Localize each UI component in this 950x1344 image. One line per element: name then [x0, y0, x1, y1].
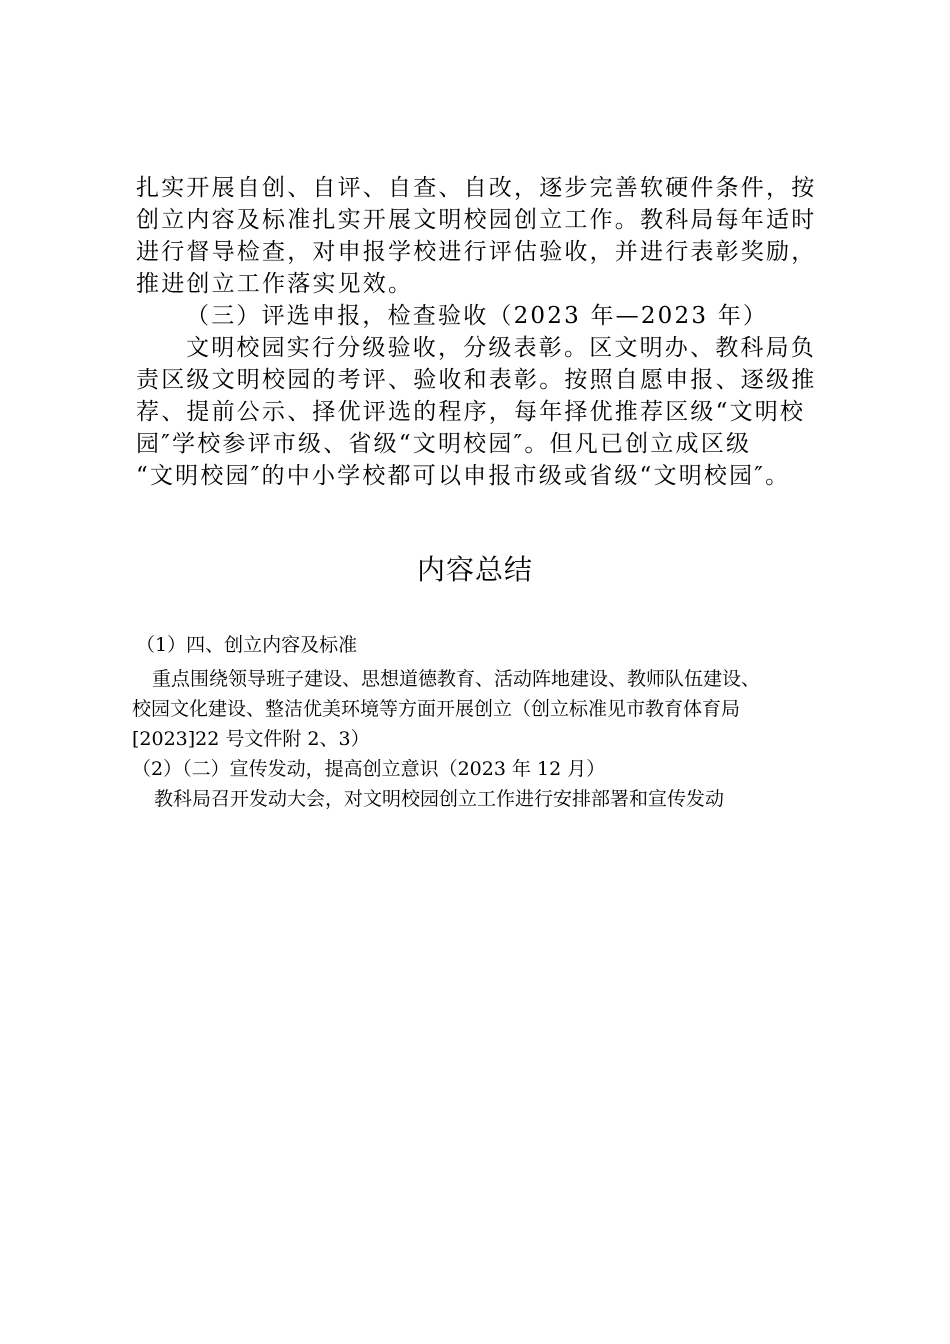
paragraph-1-line-2: 创立内容及标准扎实开展文明校园创立工作。教科局每年适时 — [136, 207, 817, 233]
paragraph-1-line-1: 扎实开展自创、自评、自查、自改，逐步完善软硬件条件，按 — [136, 175, 817, 201]
summary-item-1-line-3: [2023]22 号文件附 2、3） — [132, 728, 370, 750]
summary-item-2-line-1: 教科局召开发动大会，对文明校园创立工作进行安排部署和宣传发动 — [154, 788, 725, 810]
paragraph-2-line-1: 文明校园实行分级验收，分级表彰。区文明办、教科局负 — [186, 335, 816, 361]
paragraph-2-line-2: 责区级文明校园的考评、验收和表彰。按照自愿申报、逐级推 — [136, 367, 817, 393]
summary-item-1-line-2: 校园文化建设、整洁优美环境等方面开展创立（创立标准见市教育体育局 — [132, 698, 741, 720]
paragraph-1-line-3: 进行督导检查，对申报学校进行评估验收，并进行表彰奖励， — [136, 239, 817, 265]
paragraph-2-line-4: 园″学校参评市级、省级“文明校园″。但凡已创立成区级 — [136, 431, 752, 457]
summary-item-1-line-1: 重点围绕领导班子建设、思想道德教育、活动阵地建设、教师队伍建设、 — [152, 668, 761, 690]
body-text — [136, 172, 836, 492]
summary-section — [132, 630, 832, 814]
section-3-heading: （三）评选申报，检查验收（2023 年—2023 年） — [186, 303, 769, 329]
summary-item-1-heading: （1）四、创立内容及标准 — [136, 634, 358, 656]
summary-item-2-heading: （2）（二）宣传发动，提高创立意识（2023 年 12 月） — [132, 758, 606, 780]
paragraph-2-line-3: 荐、提前公示、择优评选的程序，每年择优推荐区级“文明校 — [136, 399, 806, 425]
summary-title: 内容总结 — [416, 553, 533, 586]
paragraph-1-line-4: 推进创立工作落实见效。 — [136, 271, 414, 297]
paragraph-2-line-5: “文明校园″的中小学校都可以申报市级或省级“文明校园″。 — [136, 463, 791, 489]
